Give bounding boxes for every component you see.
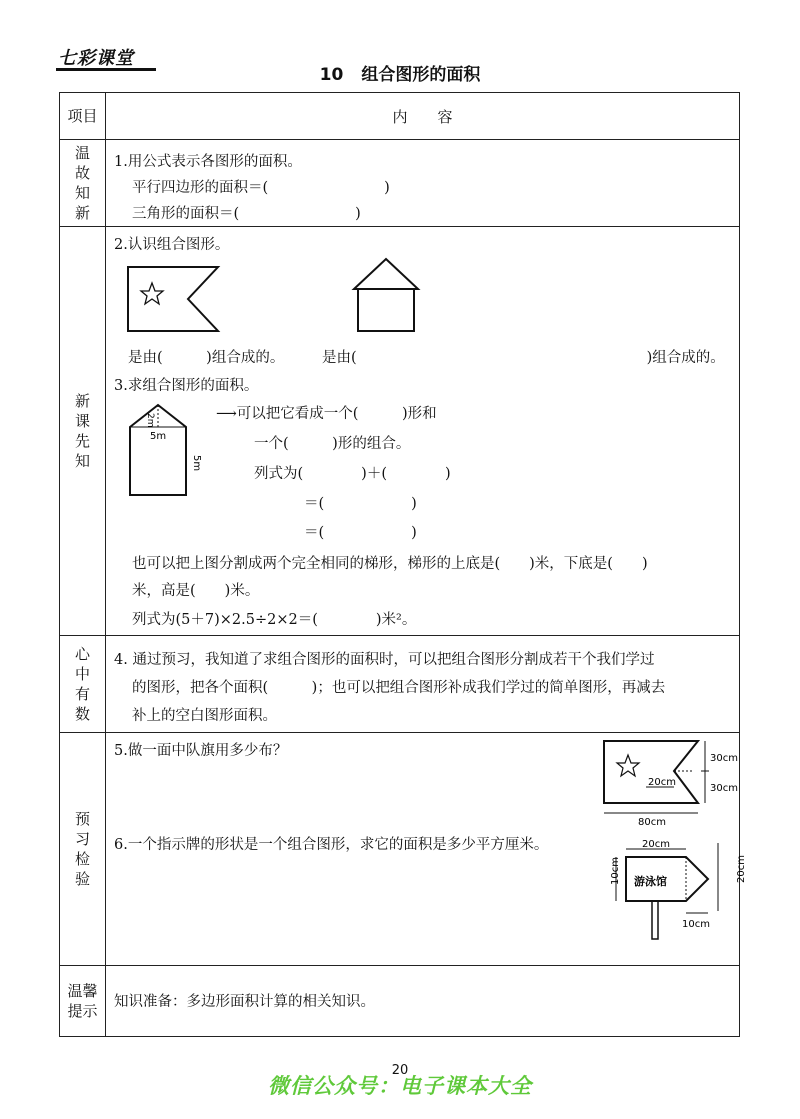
formula-c-text: ＝( ) [304,525,417,541]
q5-text: 5.做一面中队旗用多少布？ [114,743,288,759]
one-of-text: 一个( )形的组合。 [254,436,411,452]
section-review [60,140,740,227]
lesson-title: 组合图形的面积 [361,65,481,85]
section-label-review: 温故知新 [60,140,106,227]
insight-line1: 4. 通过预习，我知道了求组合图形的面积时，可以把组合图形分割成若干个我们学过 [114,652,655,668]
sign-20-top: 20cm [642,839,670,850]
formula-a-text: 列式为( )＋( ) [254,466,451,482]
star-icon [141,283,163,304]
lesson-number: 10 [319,65,344,85]
tips-text: 知识准备：多边形面积计算的相关知识。 [114,994,375,1010]
insight-line2: 的图形，把各个面积( )；也可以把组合图形补成我们学过的简单图形，再减去 [132,680,666,696]
section-insight [60,636,740,733]
see-as-text: ⟶可以把它看成一个( )形和 [216,406,437,422]
watermark: 微信公众号：电子课本大全 [268,1074,532,1098]
flag-80: 80cm [638,817,666,828]
q1-text: 1.用公式表示各图形的面积。 [114,154,302,170]
composed2-text: 是由( )组合成的。 [322,350,725,366]
section-preview [60,227,740,636]
flag-figure [126,261,226,337]
sign-10-left: 10cm [610,857,621,885]
section-label-check: 预习检验 [60,733,106,966]
formula-b-text: ＝( ) [304,496,417,512]
section-tips [60,966,740,1037]
sign-dimension-figure [596,839,747,943]
triangle-formula: 三角形的面积＝( ) [132,206,361,222]
insight-line3: 补上的空白图形面积。 [132,708,277,724]
sign-10-bottom: 10cm [682,919,710,930]
trapezoid-line1: 也可以把上图分割成两个完全相同的梯形，梯形的上底是( )米，下底是( ) [132,556,648,572]
section-label-preview: 新课先知 [60,227,106,636]
star-icon [617,755,639,776]
label-5m-side: 5m [191,455,202,472]
sign-label: 游泳馆 [634,875,667,888]
brand-logo: 七彩课堂 [58,48,134,69]
section-label-insight: 心中有数 [60,636,106,733]
pentagon-figure [126,399,212,499]
worksheet-table [59,92,747,1037]
flag-30b: 30cm [710,783,738,794]
flag-20: 20cm [648,777,676,788]
trapezoid-line2: 米，高是( )米。 [132,583,260,599]
flag-dimension-figure [602,737,742,827]
sign-20-right: 20cm [736,855,747,883]
q2-text: 2.认识组合图形。 [114,237,230,253]
col-item-header: 项目 [60,93,106,140]
composed1-text: 是由( )组合成的。 [128,350,285,366]
q6-text: 6.一个指示牌的形状是一个组合图形，求它的面积是多少平方厘米。 [114,837,549,853]
label-5m-top: 5m [150,431,167,442]
house-figure [346,255,426,337]
label-2m: 2m [145,413,155,428]
col-content-header: 内 容 [106,93,740,140]
page-title [0,60,800,85]
parallelogram-formula: 平行四边形的面积＝( ) [132,180,390,196]
q3-text: 3.求组合图形的面积。 [114,378,259,394]
page-number: 20 [391,1063,409,1078]
trapezoid-line3: 列式为(5＋7)×2.5÷2×2＝( )米²。 [132,612,417,628]
flag-30a: 30cm [710,753,738,764]
section-check [60,733,740,966]
section-label-tips: 温馨提示 [60,966,106,1037]
